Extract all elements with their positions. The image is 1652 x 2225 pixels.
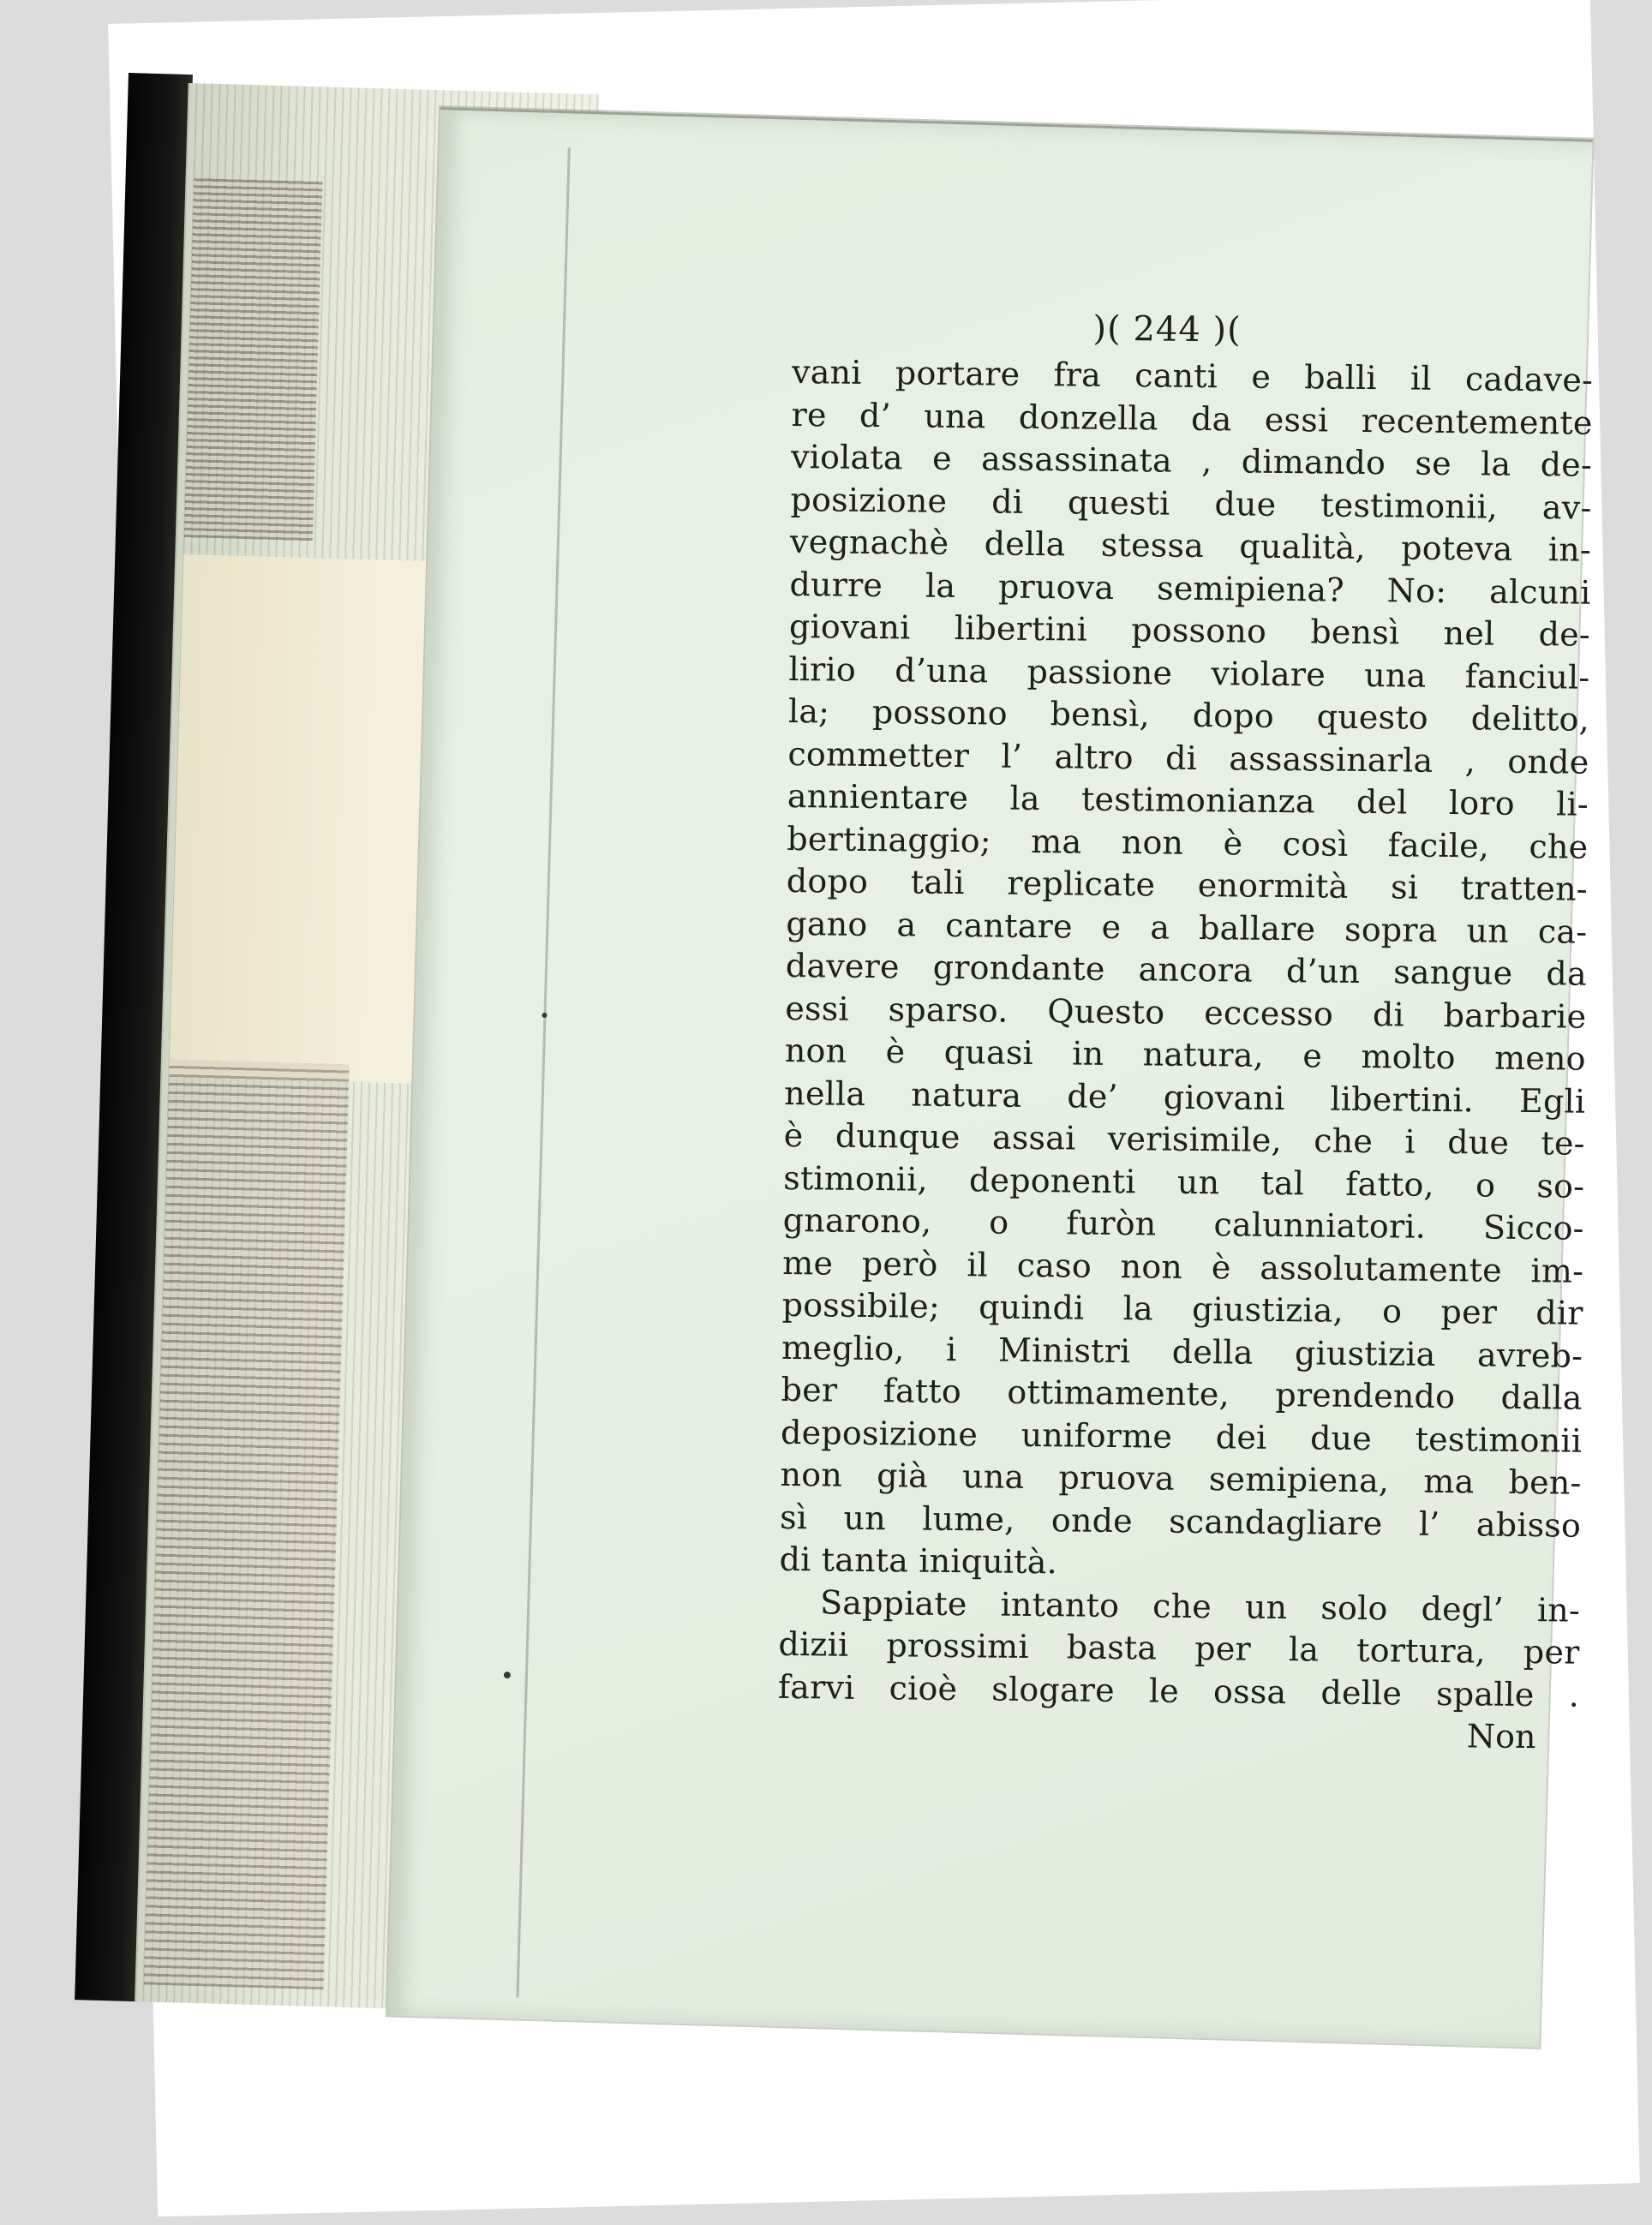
- text-line: violata e assassinata , dimando se la de-: [790, 437, 1593, 484]
- text-line: meglio, i Ministri della giustizia avreb-: [781, 1328, 1583, 1375]
- text-line: possibile; quindi la giustizia, o per dir: [781, 1285, 1583, 1332]
- text-line: vegnachè della stessa qualità, poteva in-: [789, 522, 1592, 569]
- text-line: non già una pruova semipiena, ma ben-: [780, 1455, 1582, 1502]
- text-line: lirio d’una passione violare una fanciul-: [788, 649, 1590, 697]
- text-line: ber fatto ottimamente, prendendo dalla: [781, 1370, 1583, 1417]
- page-edges-lower-band: [144, 1060, 350, 1989]
- text-line: posizione di questi due testimonii, av-: [790, 480, 1592, 527]
- text-line: di tanta iniquità.: [779, 1540, 1058, 1582]
- catchword: Non: [1466, 1717, 1536, 1756]
- text-line: durre la pruova semipiena? No: alcuni: [789, 565, 1591, 612]
- page-number-header: )( 244 )(: [1092, 308, 1242, 350]
- text-line: sì un lume, onde scandagliare l’ abisso: [779, 1498, 1582, 1545]
- text-line: è dunque assai verisimile, che i due te-: [783, 1115, 1585, 1163]
- text-line: bertinaggio; ma non è così facile, che: [787, 819, 1589, 866]
- text-line: dopo tali replicate enormità si tratten-: [786, 861, 1589, 908]
- text-line: essi sparso. Questo eccesso di barbarie: [785, 989, 1587, 1036]
- leaf-gutter-line: [516, 147, 570, 1997]
- text-line: annientare la testimonianza del loro li-: [787, 776, 1589, 823]
- text-line: me però il caso non è assolutamente im-: [782, 1243, 1584, 1290]
- text-line: non è quasi in natura, e molto meno: [784, 1031, 1587, 1078]
- text-line: davere grondante ancora d’un sangue da: [785, 946, 1588, 993]
- text-line: dizii prossimi basta per la tortura, per: [778, 1624, 1580, 1672]
- text-line: deposizione uniforme dei due testimonii: [780, 1413, 1583, 1460]
- text-line: Sappiate intanto che un solo degl’ in-: [819, 1582, 1581, 1630]
- text-line: nella natura de’ giovani libertini. Egli: [784, 1074, 1586, 1121]
- ink-speck: [504, 1672, 511, 1678]
- page-edges-upper-band: [184, 177, 323, 541]
- text-line: vani portare fra canti e balli il cadave-: [791, 352, 1594, 399]
- text-line: stimonii, deponenti un tal fatto, o so-: [783, 1158, 1585, 1205]
- text-line: re d’ una donzella da essi recentemente: [791, 395, 1593, 442]
- text-line: commetter l’ altro di assassinarla , onde: [787, 734, 1589, 781]
- ink-speck: [542, 1013, 547, 1018]
- text-line: la; possono bensì, dopo questo delitto,: [787, 691, 1590, 739]
- text-line: giovani libertini possono bensì nel de-: [788, 607, 1591, 654]
- text-line: gano a cantare e a ballare sopra un ca-: [786, 904, 1588, 951]
- text-line: gnarono, o furòn calunniatori. Sicco-: [782, 1200, 1584, 1247]
- text-lines: [778, 351, 1594, 1717]
- text-line: farvi cioè slogare le ossa delle spalle .: [777, 1667, 1580, 1714]
- text-block: [776, 300, 1593, 1825]
